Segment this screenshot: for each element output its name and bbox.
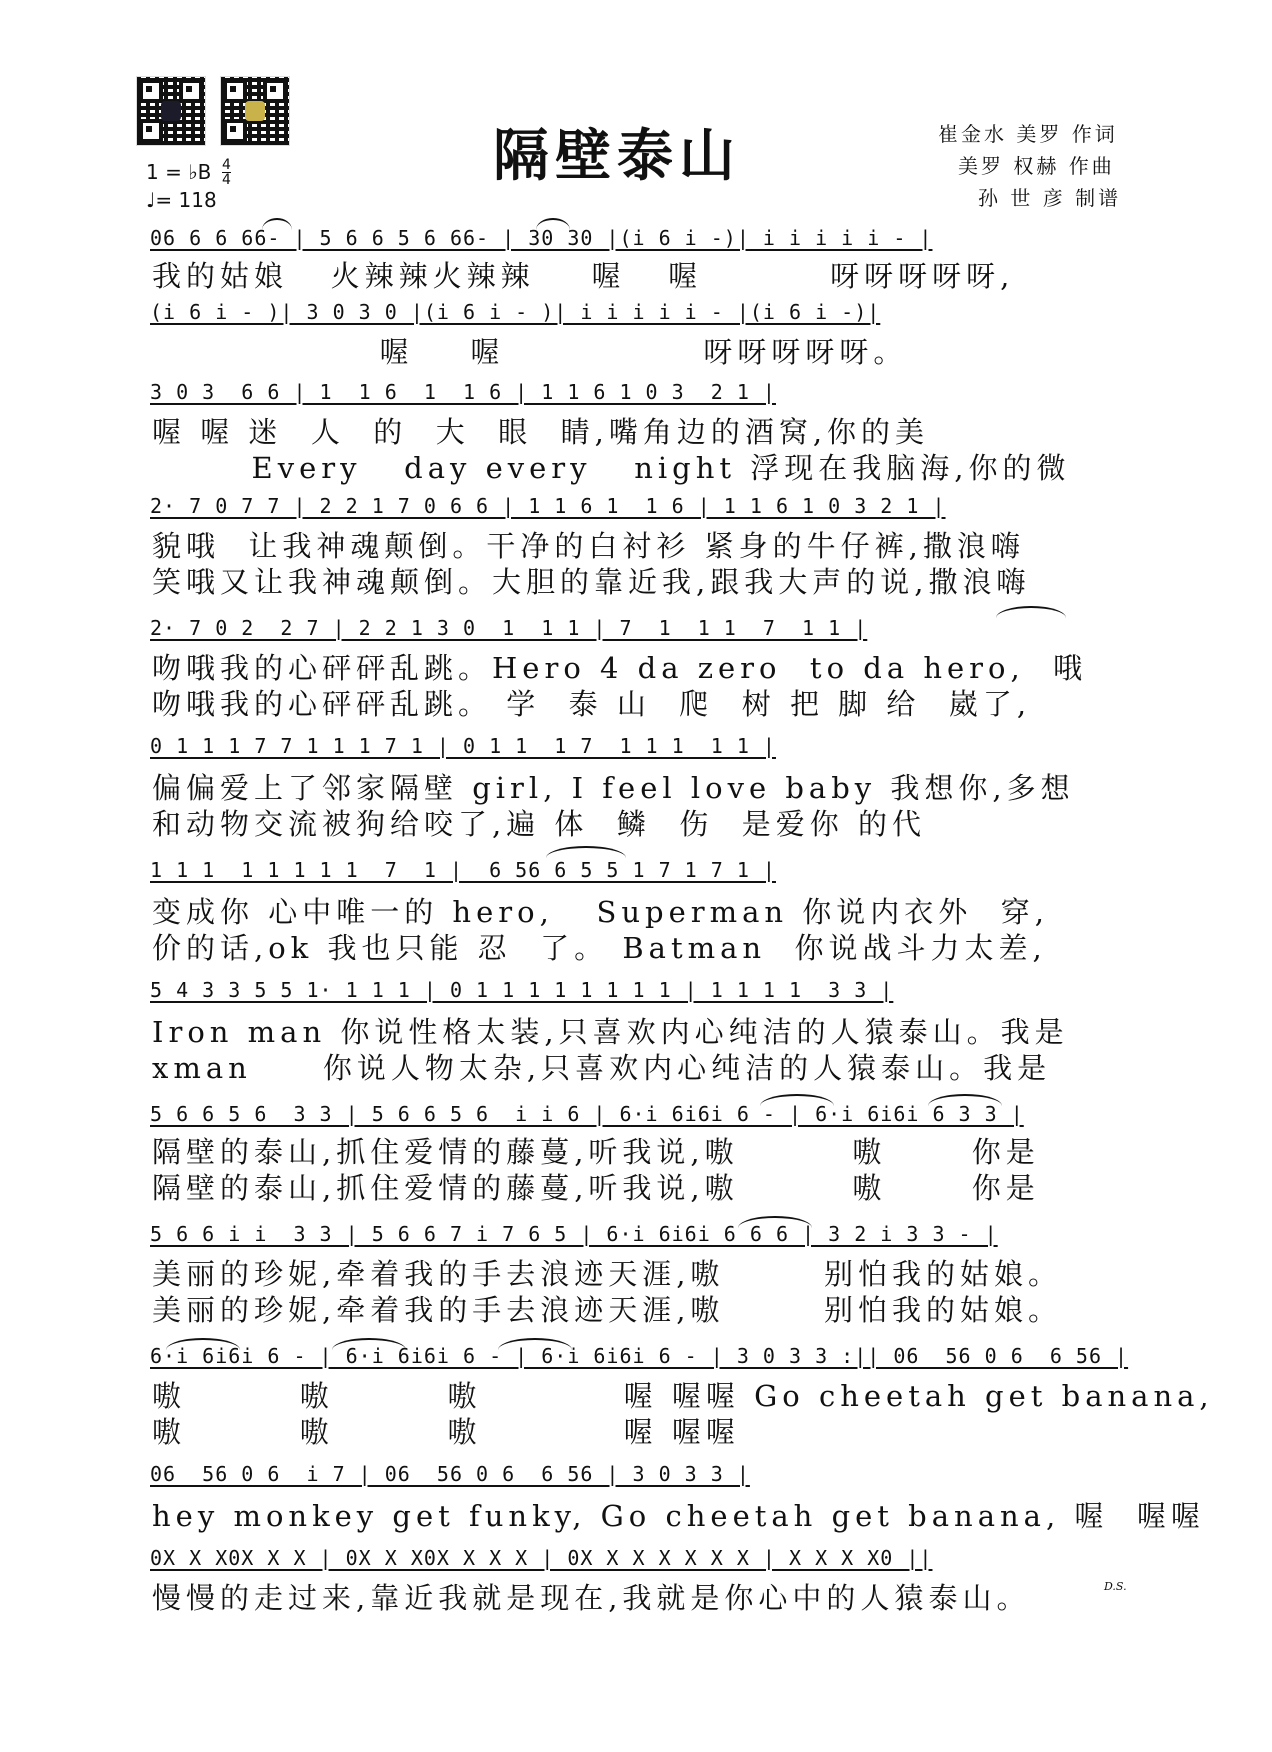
lyric-line: 和动物交流被狗给咬了,遍 体 鳞 伤 是爱你 的代 [152, 807, 926, 841]
qr-finder [179, 79, 203, 103]
notation-line: 2· 7 0 2 2 7 | 2 2 1 3 0 1 1 1 | 7 1 1 1 7 1 1 | [150, 616, 868, 640]
tie-slur [166, 1338, 240, 1350]
lyric-line: 变成你 心中唯一的 hero, Superman 你说内衣外 穿, [152, 895, 1049, 929]
qr-code-image [136, 76, 206, 146]
tie-slur [760, 1094, 834, 1106]
notation-line: 2· 7 0 7 7 | 2 2 1 7 0 6 6 | 1 1 6 1 1 6 | 1 1 6 1 0 3 2 1 | [150, 494, 946, 518]
dal-segno-mark: D.S. [1104, 1580, 1127, 1593]
lyric-line: 我的姑娘 火辣辣火辣辣 喔 喔 呀呀呀呀呀, [152, 259, 1015, 293]
lyric-line: xman 你说人物太杂,只喜欢内心纯洁的人猿泰山。我是 [152, 1051, 1052, 1085]
qr-code-image [220, 76, 290, 146]
tie-slur [546, 846, 626, 858]
tie-slur [536, 218, 570, 230]
notation-line: 06 56 0 6 i 7 | 06 56 0 6 6 56 | 3 0 3 3 | [150, 1462, 750, 1486]
qr-finder [139, 119, 163, 143]
lyric-line: 嗷 嗷 嗷 喔 喔喔 [152, 1415, 740, 1449]
tie-slur [996, 606, 1066, 618]
lyric-line: 隔壁的泰山,抓住爱情的藤蔓,听我说,嗷 嗷 你是 [152, 1135, 1040, 1169]
notation-line: (i 6 i - )| 3 0 3 0 |(i 6 i - )| i i i i i - |(i 6 i -)| [150, 300, 881, 324]
time-signature-top: 4 [222, 157, 231, 173]
qr-finder [223, 119, 247, 143]
qr-logo-icon [161, 101, 181, 121]
tie-slur [498, 1338, 572, 1350]
song-title: 隔壁泰山 [493, 123, 741, 189]
lyric-line: 美丽的珍妮,牵着我的手去浪迹天涯,嗷 别怕我的姑娘。 [152, 1257, 1062, 1291]
lyric-line: 喔 喔 迷 人 的 大 眼 睛,嘴角边的酒窝,你的美 [152, 415, 930, 449]
lyric-line: 吻哦我的心砰砰乱跳。Hero 4 da zero to da hero, 哦 [152, 651, 1088, 685]
lyric-line: Every day every night 浮现在我脑海,你的微 [152, 451, 1071, 485]
notation-line: 5 4 3 3 5 5 1· 1 1 1 | 0 1 1 1 1 1 1 1 1 | 1 1 1 1 3 3 | [150, 978, 894, 1002]
lyric-line: 喔 喔 呀呀呀呀呀。 [152, 335, 908, 369]
notation-line: 0 1 1 1 7 7 1 1 1 7 1 | 0 1 1 1 7 1 1 1 1 1 | [150, 734, 776, 758]
tie-slur [928, 1094, 1002, 1106]
notation-line: 5 6 6 i i 3 3 | 5 6 6 7 i 7 6 5 | 6·i 6i6i 6 6 6 | 3 2 i 3 3 - | [150, 1222, 998, 1246]
notation-line: 6·i 6i6i 6 - | 6·i 6i6i 6 - | 6·i 6i6i 6 - | 3 0 3 3 :|| 06 56 0 6 6 56 | [150, 1344, 1129, 1368]
notation-line: 5 6 6 5 6 3 3 | 5 6 6 5 6 i i 6 | 6·i 6i6i 6 - | 6·i 6i6i 6 3 3 | [150, 1102, 1024, 1126]
lyric-line: 偏偏爱上了邻家隔壁 girl, I feel love baby 我想你,多想 [152, 771, 1075, 805]
key-signature: 1 = ♭B [146, 160, 212, 184]
tie-slur [738, 1216, 812, 1228]
tempo-marking: ♩= 118 [146, 188, 217, 212]
arranger-credit: 孙 世 彦 制谱 [978, 186, 1122, 210]
qr-finder [263, 79, 287, 103]
time-signature-bottom: 4 [222, 172, 231, 188]
lyricist-credit: 崔金水 美罗 作词 [938, 122, 1118, 146]
tie-slur [262, 218, 292, 230]
lyric-line: hey monkey get funky, Go cheetah get banana, 喔 喔喔 [152, 1499, 1205, 1533]
lyric-line: Iron man 你说性格太装,只喜欢内心纯洁的人猿泰山。我是 [152, 1015, 1069, 1049]
lyric-line: 隔壁的泰山,抓住爱情的藤蔓,听我说,嗷 嗷 你是 [152, 1171, 1040, 1205]
qr-finder [139, 79, 163, 103]
lyric-line: 笑哦又让我神魂颠倒。大胆的靠近我,跟我大声的说,撒浪嗨 [152, 565, 1031, 599]
lyric-line: 慢慢的走过来,靠近我就是现在,我就是你心中的人猿泰山。 [152, 1581, 1031, 1615]
tie-slur [332, 1338, 406, 1350]
notation-line: 06 6 6 66- | 5 6 6 5 6 66- | 30 30 |(i 6 i -)| i i i i i - | [150, 226, 933, 250]
qr-logo-icon [245, 101, 265, 121]
notation-line: 3 0 3 6 6 | 1 1 6 1 1 6 | 1 1 6 1 0 3 2 1 | [150, 380, 776, 404]
lyric-line: 价的话,ok 我也只能 忍 了。 Batman 你说战斗力太差, [152, 931, 1047, 965]
time-signature [222, 158, 231, 187]
lyric-line: 吻哦我的心砰砰乱跳。 学 泰 山 爬 树 把 脚 给 崴了, [152, 687, 1032, 721]
notation-line: 1 1 1 1 1 1 1 1 7 1 | 6 56 6 5 5 1 7 1 7 1 | [150, 858, 776, 882]
notation-line: 0X X X0X X X | 0X X X0X X X X | 0X X X X X X X | X X X X0 || [150, 1546, 933, 1570]
lyric-line: 嗷 嗷 嗷 喔 喔喔 Go cheetah get banana, [152, 1379, 1214, 1413]
qr-finder [223, 79, 247, 103]
lyric-line: 貌哦 让我神魂颠倒。干净的白衬衫 紧身的牛仔裤,撒浪嗨 [152, 529, 1025, 563]
composer-credit: 美罗 权赫 作曲 [958, 154, 1115, 178]
lyric-line: 美丽的珍妮,牵着我的手去浪迹天涯,嗷 别怕我的姑娘。 [152, 1293, 1062, 1327]
